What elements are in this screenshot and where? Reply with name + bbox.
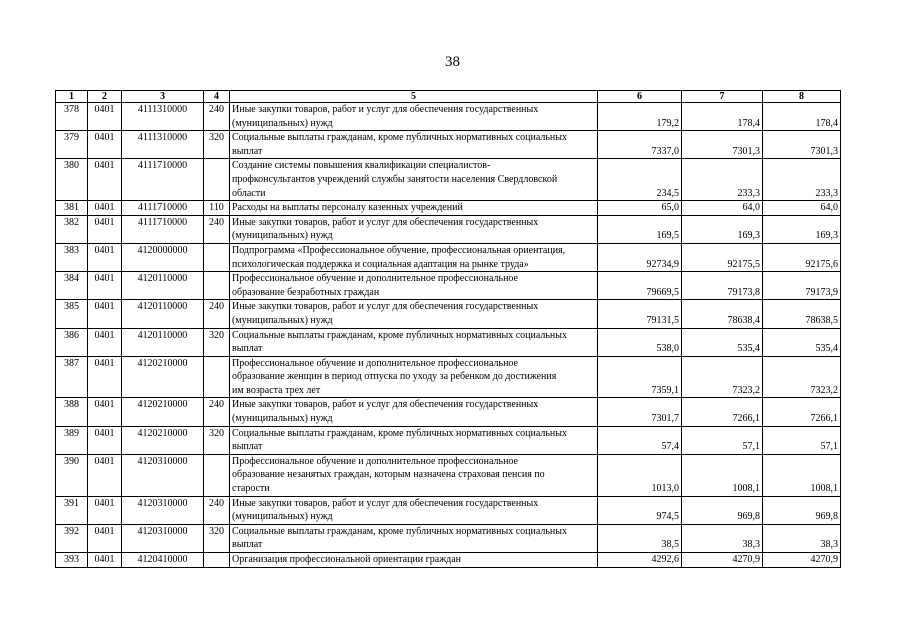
- item-name-line: образование женщин в период отпуска по уходу за ребенком до достижения: [232, 371, 557, 383]
- amount-col6-cell: 38,5: [598, 524, 682, 552]
- item-name-line: Подпрограмма «Профессиональное обучение, профессиональная ориентация,: [232, 244, 566, 256]
- column-header: 7: [682, 91, 763, 103]
- table-row: [56, 201, 841, 216]
- amount-col8-cell: 92175,6: [763, 243, 841, 271]
- item-name-cell: [230, 201, 598, 216]
- row-number-cell: 381: [56, 201, 88, 216]
- row-number-cell: 391: [56, 496, 88, 524]
- expense-type-cell: 240: [204, 496, 230, 524]
- amount-col6-cell: 234,5: [598, 159, 682, 201]
- row-number-cell: 383: [56, 243, 88, 271]
- item-name-line: Профессиональное обучение и дополнительное профессиональное: [232, 357, 518, 369]
- item-name-line: Расходы на выплаты персоналу казенных учреждений: [232, 202, 463, 214]
- item-name-line: Социальные выплаты гражданам, кроме публичных нормативных социальных: [232, 329, 567, 341]
- amount-col7-cell: 7266,1: [682, 398, 763, 426]
- section-code-cell: 0401: [88, 454, 122, 496]
- item-name-cell: [230, 356, 598, 398]
- amount-col8-cell: 969,8: [763, 496, 841, 524]
- row-number-cell: 389: [56, 426, 88, 454]
- amount-col8-cell: 169,3: [763, 215, 841, 243]
- target-article-cell: 4111710000: [122, 201, 204, 216]
- table-header-row: [56, 91, 841, 103]
- item-name-cell: [230, 524, 598, 552]
- amount-col6-cell: 1013,0: [598, 454, 682, 496]
- column-header: 3: [122, 91, 204, 103]
- amount-col8-cell: 64,0: [763, 201, 841, 216]
- target-article-cell: 4120110000: [122, 300, 204, 328]
- item-name-line: Социальные выплаты гражданам, кроме публичных нормативных социальных: [232, 525, 567, 537]
- expense-type-cell: 240: [204, 215, 230, 243]
- item-name-line: им возраста трех лет: [232, 384, 321, 396]
- item-name-line: профконсультантов учреждений службы занятости населения Свердловской: [232, 173, 558, 185]
- expense-type-cell: [204, 272, 230, 300]
- amount-col6-cell: 7301,7: [598, 398, 682, 426]
- amount-col6-cell: 974,5: [598, 496, 682, 524]
- amount-col8-cell: 4270,9: [763, 553, 841, 568]
- item-name-line: (муниципальных) нужд: [232, 511, 333, 523]
- item-name-line: (муниципальных) нужд: [232, 230, 333, 242]
- section-code-cell: 0401: [88, 426, 122, 454]
- item-name-line: образование незанятых граждан, которым назначена страховая пенсия по: [232, 469, 545, 481]
- column-header: 5: [230, 91, 598, 103]
- amount-col7-cell: 57,1: [682, 426, 763, 454]
- item-name-cell: [230, 243, 598, 271]
- expense-type-cell: 320: [204, 524, 230, 552]
- target-article-cell: 4120310000: [122, 496, 204, 524]
- table-row: [56, 356, 841, 398]
- column-header: 6: [598, 91, 682, 103]
- table-row: [56, 272, 841, 300]
- amount-col7-cell: 233,3: [682, 159, 763, 201]
- amount-col6-cell: 169,5: [598, 215, 682, 243]
- item-name-cell: [230, 300, 598, 328]
- amount-col8-cell: 57,1: [763, 426, 841, 454]
- amount-col7-cell: 92175,5: [682, 243, 763, 271]
- amount-col6-cell: 4292,6: [598, 553, 682, 568]
- item-name-line: выплат: [232, 539, 263, 551]
- amount-col8-cell: 7323,2: [763, 356, 841, 398]
- amount-col7-cell: 535,4: [682, 328, 763, 356]
- amount-col8-cell: 233,3: [763, 159, 841, 201]
- target-article-cell: 4111710000: [122, 215, 204, 243]
- item-name-line: Иные закупки товаров, работ и услуг для обеспечения государственных: [232, 216, 539, 228]
- item-name-cell: [230, 159, 598, 201]
- amount-col7-cell: 7301,3: [682, 131, 763, 159]
- item-name-line: (муниципальных) нужд: [232, 117, 333, 129]
- table-row: [56, 398, 841, 426]
- table-row: [56, 131, 841, 159]
- item-name-line: области: [232, 187, 266, 199]
- item-name-line: Социальные выплаты гражданам, кроме публичных нормативных социальных: [232, 427, 567, 439]
- column-header: 8: [763, 91, 841, 103]
- expense-type-cell: 240: [204, 103, 230, 131]
- amount-col6-cell: 7337,0: [598, 131, 682, 159]
- item-name-cell: [230, 103, 598, 131]
- table-row: [56, 300, 841, 328]
- amount-col6-cell: 7359,1: [598, 356, 682, 398]
- column-header: 2: [88, 91, 122, 103]
- expense-type-cell: [204, 159, 230, 201]
- item-name-line: Организация профессиональной ориентации граждан: [232, 554, 461, 565]
- amount-col6-cell: 538,0: [598, 328, 682, 356]
- amount-col8-cell: 7266,1: [763, 398, 841, 426]
- table-row: [56, 159, 841, 201]
- target-article-cell: 4120110000: [122, 328, 204, 356]
- section-code-cell: 0401: [88, 328, 122, 356]
- amount-col7-cell: 79173,8: [682, 272, 763, 300]
- table-row: [56, 454, 841, 496]
- row-number-cell: 385: [56, 300, 88, 328]
- item-name-line: Иные закупки товаров, работ и услуг для обеспечения государственных: [232, 104, 539, 115]
- expense-type-cell: 320: [204, 426, 230, 454]
- row-number-cell: 393: [56, 553, 88, 568]
- row-number-cell: 390: [56, 454, 88, 496]
- target-article-cell: 4120310000: [122, 454, 204, 496]
- table-row: [56, 243, 841, 271]
- table-row: [56, 328, 841, 356]
- amount-col8-cell: 178,4: [763, 103, 841, 131]
- expense-type-cell: 110: [204, 201, 230, 216]
- table-row: [56, 215, 841, 243]
- section-code-cell: 0401: [88, 524, 122, 552]
- amount-col7-cell: 1008,1: [682, 454, 763, 496]
- amount-col8-cell: 79173,9: [763, 272, 841, 300]
- item-name-line: выплат: [232, 343, 263, 355]
- amount-col7-cell: 7323,2: [682, 356, 763, 398]
- row-number-cell: 384: [56, 272, 88, 300]
- table-row: [56, 553, 841, 568]
- item-name-line: старости: [232, 483, 270, 495]
- amount-col7-cell: 64,0: [682, 201, 763, 216]
- target-article-cell: 4120210000: [122, 356, 204, 398]
- target-article-cell: 4120110000: [122, 272, 204, 300]
- row-number-cell: 378: [56, 103, 88, 131]
- expense-type-cell: [204, 553, 230, 568]
- item-name-line: Создание системы повышения квалификации специалистов-: [232, 160, 491, 172]
- expense-type-cell: [204, 454, 230, 496]
- item-name-line: Иные закупки товаров, работ и услуг для обеспечения государственных: [232, 301, 539, 313]
- table-row: [56, 524, 841, 552]
- section-code-cell: 0401: [88, 159, 122, 201]
- expense-type-cell: 320: [204, 328, 230, 356]
- row-number-cell: 388: [56, 398, 88, 426]
- item-name-cell: [230, 398, 598, 426]
- item-name-line: (муниципальных) нужд: [232, 413, 333, 425]
- column-header: 4: [204, 91, 230, 103]
- amount-col7-cell: 169,3: [682, 215, 763, 243]
- amount-col7-cell: 178,4: [682, 103, 763, 131]
- section-code-cell: 0401: [88, 131, 122, 159]
- section-code-cell: 0401: [88, 300, 122, 328]
- item-name-line: Профессиональное обучение и дополнительное профессиональное: [232, 455, 518, 467]
- amount-col7-cell: 4270,9: [682, 553, 763, 568]
- item-name-line: психологическая поддержка и социальная адаптация на рынке труда»: [232, 258, 529, 270]
- section-code-cell: 0401: [88, 201, 122, 216]
- section-code-cell: 0401: [88, 243, 122, 271]
- row-number-cell: 392: [56, 524, 88, 552]
- expense-type-cell: 240: [204, 398, 230, 426]
- target-article-cell: 4111310000: [122, 131, 204, 159]
- amount-col6-cell: 92734,9: [598, 243, 682, 271]
- target-article-cell: 4120000000: [122, 243, 204, 271]
- section-code-cell: 0401: [88, 356, 122, 398]
- row-number-cell: 382: [56, 215, 88, 243]
- table-body: [56, 103, 841, 568]
- target-article-cell: 4120410000: [122, 553, 204, 568]
- item-name-line: Социальные выплаты гражданам, кроме публичных нормативных социальных: [232, 132, 567, 144]
- section-code-cell: 0401: [88, 496, 122, 524]
- item-name-cell: [230, 328, 598, 356]
- item-name-cell: [230, 131, 598, 159]
- table-row: [56, 496, 841, 524]
- amount-col6-cell: 179,2: [598, 103, 682, 131]
- target-article-cell: 4111310000: [122, 103, 204, 131]
- amount-col6-cell: 79131,5: [598, 300, 682, 328]
- item-name-cell: [230, 272, 598, 300]
- target-article-cell: 4111710000: [122, 159, 204, 201]
- expense-type-cell: 240: [204, 300, 230, 328]
- item-name-line: образование безработных граждан: [232, 286, 380, 298]
- item-name-line: Иные закупки товаров, работ и услуг для обеспечения государственных: [232, 497, 539, 509]
- amount-col7-cell: 38,3: [682, 524, 763, 552]
- item-name-cell: [230, 553, 598, 568]
- amount-col6-cell: 79669,5: [598, 272, 682, 300]
- row-number-cell: 387: [56, 356, 88, 398]
- table-row: [56, 426, 841, 454]
- item-name-cell: [230, 426, 598, 454]
- column-header: 1: [56, 91, 88, 103]
- expense-type-cell: [204, 356, 230, 398]
- amount-col8-cell: 7301,3: [763, 131, 841, 159]
- expense-type-cell: [204, 243, 230, 271]
- item-name-cell: [230, 454, 598, 496]
- table-row: [56, 103, 841, 131]
- target-article-cell: 4120310000: [122, 524, 204, 552]
- section-code-cell: 0401: [88, 103, 122, 131]
- item-name-line: Профессиональное обучение и дополнительное профессиональное: [232, 273, 518, 285]
- amount-col7-cell: 78638,4: [682, 300, 763, 328]
- row-number-cell: 380: [56, 159, 88, 201]
- item-name-line: (муниципальных) нужд: [232, 314, 333, 326]
- section-code-cell: 0401: [88, 272, 122, 300]
- target-article-cell: 4120210000: [122, 426, 204, 454]
- section-code-cell: 0401: [88, 215, 122, 243]
- amount-col8-cell: 78638,5: [763, 300, 841, 328]
- page-number: 38: [445, 54, 460, 70]
- item-name-line: выплат: [232, 441, 263, 453]
- expense-type-cell: 320: [204, 131, 230, 159]
- amount-col7-cell: 969,8: [682, 496, 763, 524]
- section-code-cell: 0401: [88, 398, 122, 426]
- item-name-line: Иные закупки товаров, работ и услуг для обеспечения государственных: [232, 399, 539, 411]
- amount-col6-cell: 57,4: [598, 426, 682, 454]
- amount-col8-cell: 38,3: [763, 524, 841, 552]
- budget-table: [55, 90, 841, 568]
- item-name-line: выплат: [232, 145, 263, 157]
- amount-col6-cell: 65,0: [598, 201, 682, 216]
- section-code-cell: 0401: [88, 553, 122, 568]
- item-name-cell: [230, 215, 598, 243]
- amount-col8-cell: 1008,1: [763, 454, 841, 496]
- row-number-cell: 379: [56, 131, 88, 159]
- row-number-cell: 386: [56, 328, 88, 356]
- amount-col8-cell: 535,4: [763, 328, 841, 356]
- item-name-cell: [230, 496, 598, 524]
- target-article-cell: 4120210000: [122, 398, 204, 426]
